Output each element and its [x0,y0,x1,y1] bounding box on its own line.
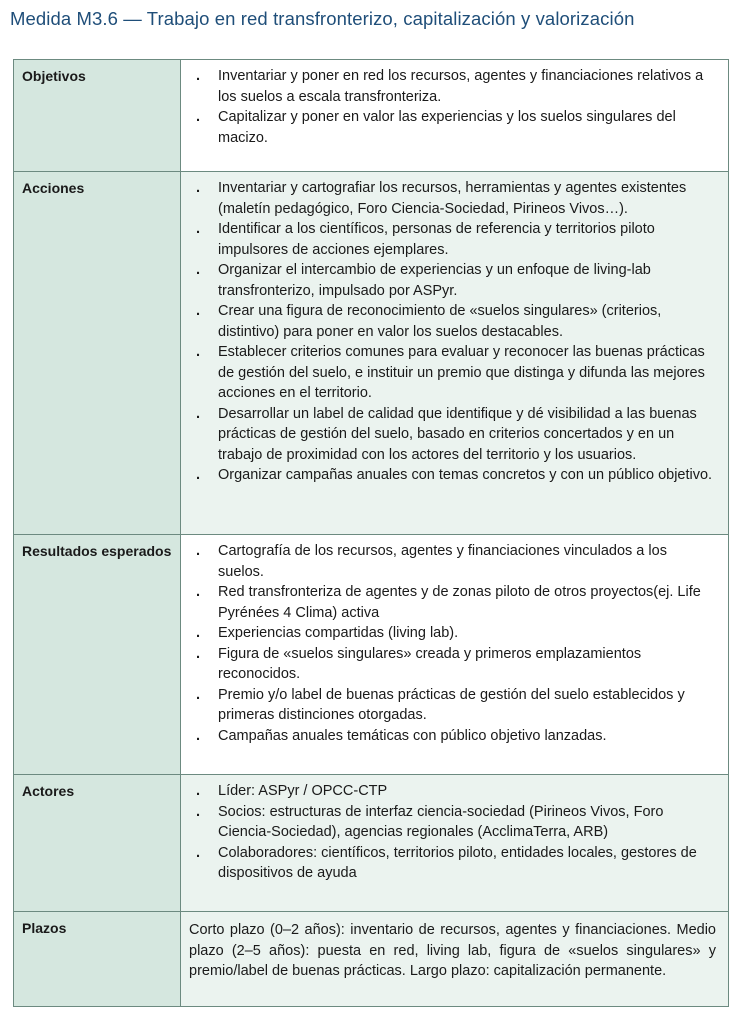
list-item: . Inventariar y cartografiar los recursos, herramientas y agentes existentes (maletín pedagógico, Foro Ciencia-Sociedad, Pirineos Vivos…). [196,180,687,217]
list-item: . Socios: estructuras de interfaz ciencia-sociedad (Pirineos Vivos, Foro Ciencia-Sociedad), agencias regionales (AcclimaTerra, ARB) [196,803,664,840]
row-objetivos [14,60,728,171]
list-item: . Organizar el intercambio de experiencias y un enfoque de living-lab transfronterizo, impulsado por ASPyr. [196,262,651,299]
list-item: . Desarrollar un label de calidad que identifique y dé visibilidad a las buenas prácticas de gestión del suelo, basado en criterios concertados y en un trabajo de proximidad con los actores del territorio y los usuarios. [196,405,697,463]
bullet-list [189,66,716,148]
list-item: . Figura de «suelos singulares» creada y primeros emplazamientos reconocidos. [196,645,642,682]
plazos-text: Corto plazo (0–2 años): inventario de recursos, agentes y financiaciones. Medio plazo (2–5 años): puesta en red, living lab, figura de «suelos singulares» y premio/label de buenas prácticas. Largo plazo: capitalización permanente. [189,922,716,979]
row-actores [14,774,728,911]
row-content [181,912,728,1006]
list-item: . Líder: ASPyr / OPCC-CTP [196,783,388,799]
list-item: . Experiencias compartidas (living lab). [196,625,459,641]
row-label: Plazos [14,912,181,1006]
list-item: . Organizar campañas anuales con temas concretos y con un público objetivo. [196,467,713,483]
list-item: . Crear una figura de reconocimiento de «suelos singulares» (criterios, distintivo) para poner en valor los suelos destacables. [196,303,662,340]
row-plazos [14,911,728,1006]
list-item: . Capitalizar y poner en valor las experiencias y los suelos singulares del macizo. [196,109,676,146]
bullet-list [189,781,716,884]
row-label: Acciones [14,172,181,534]
list-item: . Identificar a los científicos, personas de referencia y territorios piloto impulsores de acciones ejemplares. [196,221,655,258]
bullet-list [189,541,716,746]
list-item: . Red transfronteriza de agentes y de zonas piloto de otros proyectos(ej. Life Pyrénées 4 Clima) activa [196,584,701,621]
list-item: . Inventariar y poner en red los recursos, agentes y financiaciones relativos a los suelos a escala transfronteriza. [196,68,704,105]
list-item: . Campañas anuales temáticas con público objetivo lanzadas. [196,727,607,744]
bullet-list [189,178,716,486]
row-label: Actores [14,775,181,911]
page-title: Medida M3.6 — Trabajo en red transfronterizo, capitalización y valorización [10,8,635,29]
row-label: Resultados esperados [14,535,181,774]
list-item: . Establecer criterios comunes para evaluar y reconocer las buenas prácticas de gestión del suelo, e instituir un premio que distinga y difunda las mejores acciones en el territorio. [196,344,705,401]
list-item: . Premio y/o label de buenas prácticas de gestión del suelo establecidos y primeras distinciones otorgadas. [196,686,685,723]
row-content [181,775,728,911]
row-content [181,172,728,534]
list-item: . Colaboradores: científicos, territorios piloto, entidades locales, gestores de dispositivos de ayuda [196,844,697,881]
measure-table [13,59,729,1007]
list-item: . Cartografía de los recursos, agentes y financiaciones vinculados a los suelos. [196,543,667,580]
row-acciones [14,171,728,534]
row-label: Objetivos [14,60,181,171]
row-resultados-esperados [14,534,728,774]
row-content [181,535,728,774]
row-content [181,60,728,171]
